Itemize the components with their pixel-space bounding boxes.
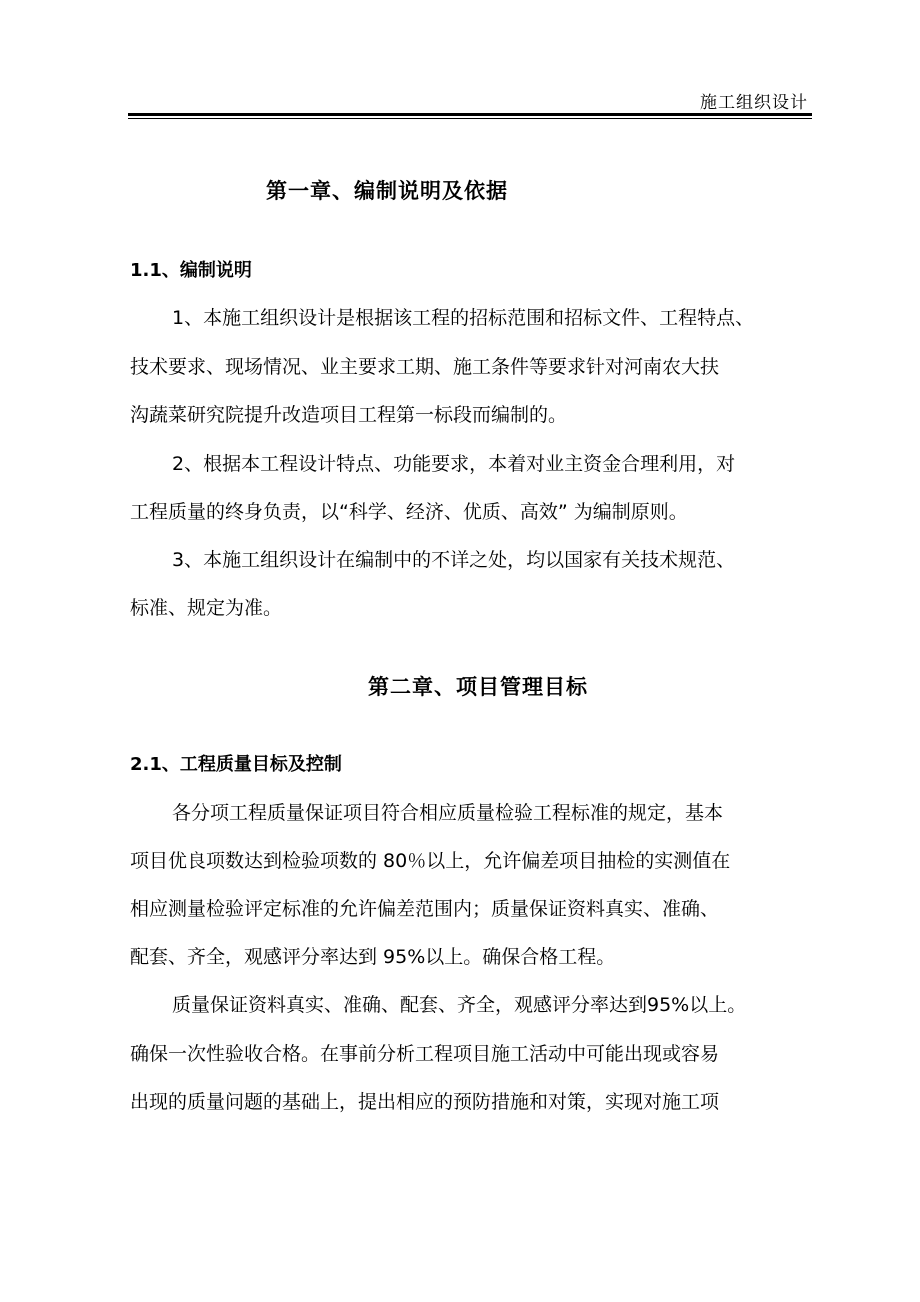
body-line: 工程质量的终身负责，以“科学、经济、优质、高效” 为编制原则。: [130, 501, 688, 523]
body-line: 项目优良项数达到检验项数的 80％以上，允许偏差项目抽检的实测值在: [130, 850, 731, 872]
body-line: 出现的质量问题的基础上，提出相应的预防措施和对策，实现对施工项: [130, 1091, 720, 1113]
header-rule-thick: [128, 113, 812, 116]
header-rule-thin: [128, 118, 812, 119]
body-line: 质量保证资料真实、准确、配套、齐全，观感评分率达到95%以上。: [172, 994, 747, 1016]
body-line: 各分项工程质量保证项目符合相应质量检验工程标准的规定，基本: [172, 802, 724, 824]
chapter-1-title: 第一章、编制说明及依据: [266, 179, 508, 203]
body-line: 1、本施工组织设计是根据该工程的招标范围和招标文件、工程特点、: [172, 307, 755, 329]
body-line: 技术要求、现场情况、业主要求工期、施工条件等要求针对河南农大扶: [130, 356, 720, 378]
body-line: 标准、规定为准。: [130, 597, 283, 619]
section-2-1-heading: 2.1、工程质量目标及控制: [130, 754, 342, 775]
body-line: 沟蔬菜研究院提升改造项目工程第一标段而编制的。: [130, 404, 568, 426]
section-1-1-heading: 1.1、编制说明: [130, 260, 252, 281]
body-line: 3、本施工组织设计在编制中的不详之处，均以国家有关技术规范、: [172, 549, 736, 571]
header-title: 施工组织设计: [700, 93, 808, 113]
chapter-2-title: 第二章、项目管理目标: [368, 675, 588, 699]
body-line: 配套、齐全，观感评分率达到 95%以上。确保合格工程。: [130, 946, 616, 968]
body-line: 确保一次性验收合格。在事前分析工程项目施工活动中可能出现或容易: [130, 1043, 720, 1065]
body-line: 2、根据本工程设计特点、功能要求，本着对业主资金合理利用，对: [172, 453, 736, 475]
body-line: 相应测量检验评定标准的允许偏差范围内；质量保证资料真实、准确、: [130, 898, 720, 920]
